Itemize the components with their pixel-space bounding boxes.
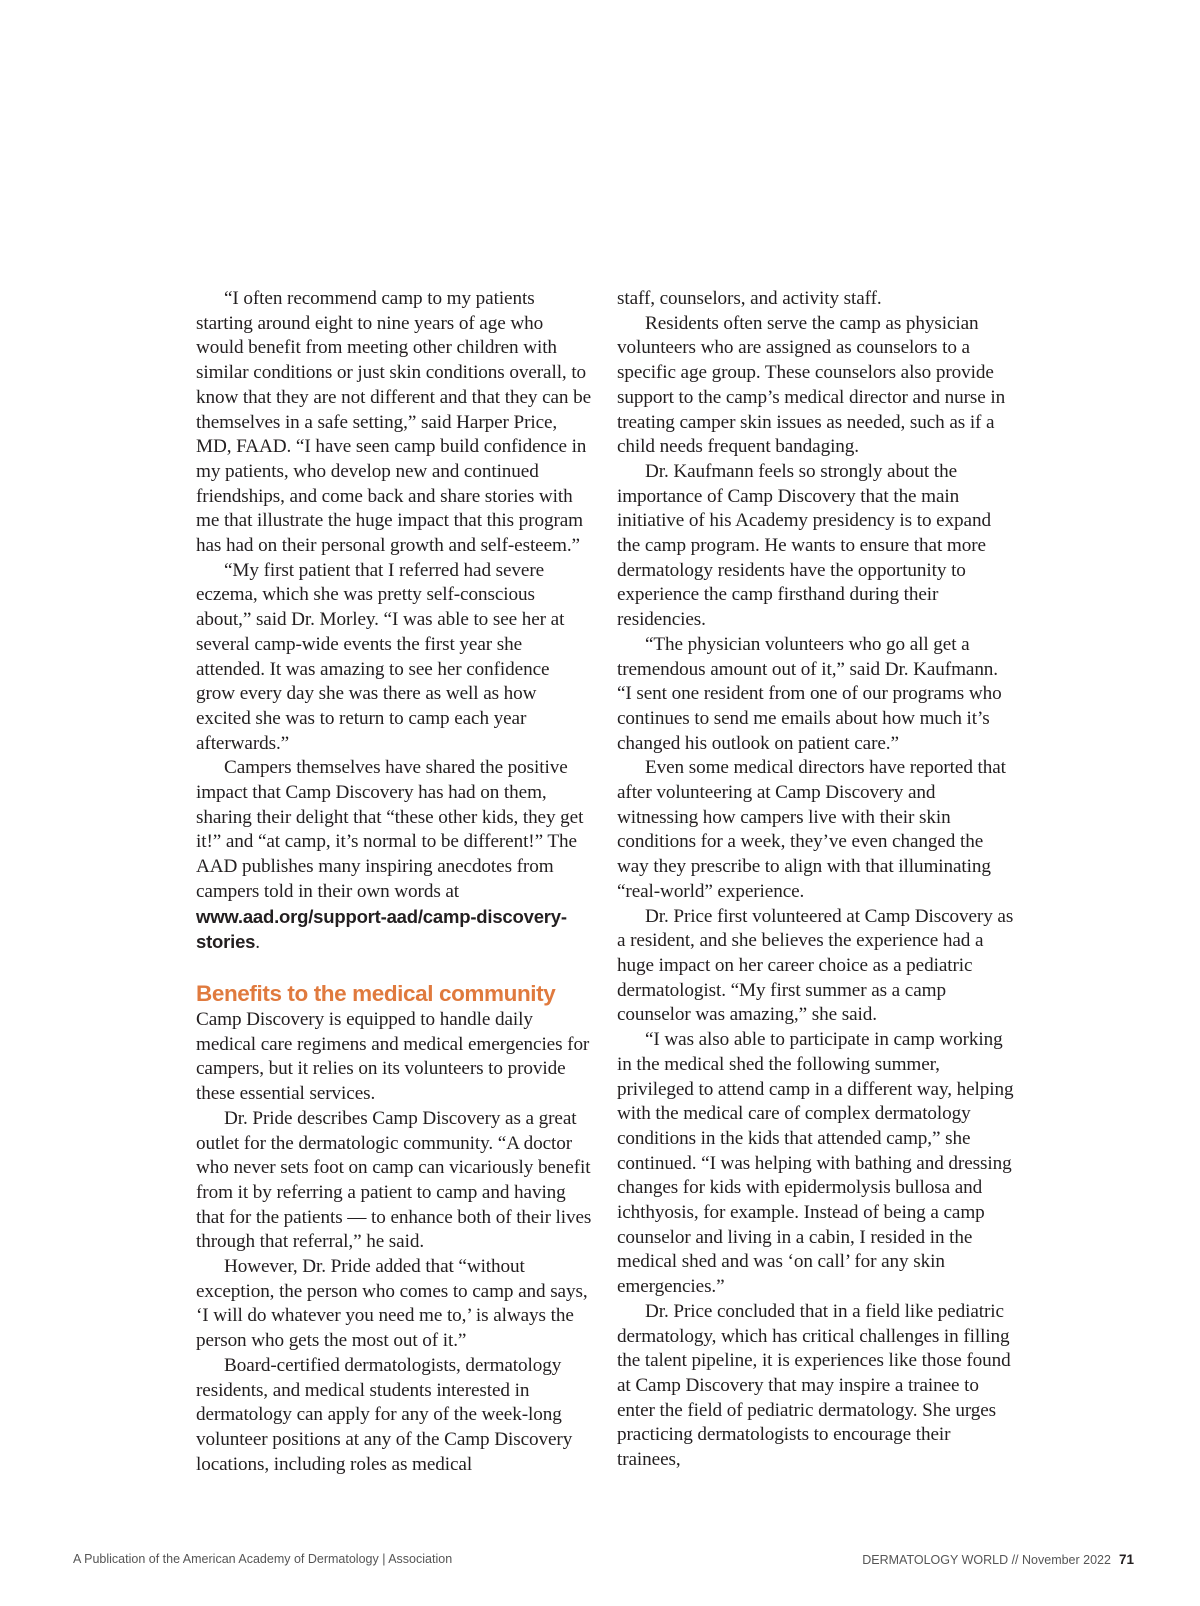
footer-publisher: A Publication of the American Academy of Dermatology | Association xyxy=(73,1552,453,1566)
footer-issue-info xyxy=(862,1552,1134,1567)
footer-separator: // xyxy=(1008,1553,1023,1567)
body-paragraph: “I was also able to participate in camp working in the medical shed the following summer, privileged to attend camp in a different way, helping with the medical care of complex dermatology conditions in the kids that attended camp,” she continued. “I was helping with bathing and dressing changes for kids with epidermolysis bullosa and ichthyosis, for example. Instead of being a camp counselor and living in a cabin, I resided in the medical shed and was ‘on call’ for any skin emergencies.” xyxy=(617,1029,1014,1298)
body-paragraph: Residents often serve the camp as physician volunteers who are assigned as counselors to a specific age group. These counselors also provide support to the camp’s medical director and nurse in treating camper skin issues as needed, such as if a child needs frequent bandaging. xyxy=(617,312,1006,458)
body-paragraph: Dr. Pride describes Camp Discovery as a great outlet for the dermatologic community. “A doctor who never sets foot on camp can vicariously benefit from it by referring a patient to camp and having that for the patients — to enhance both of their lives through that referral,” he said. xyxy=(196,1107,592,1253)
body-paragraph: Dr. Kaufmann feels so strongly about the importance of Camp Discovery that the main initiative of his Academy presidency is to expand the camp program. He wants to ensure that more dermatology residents have the opportunity to experience the camp firsthand during their residencies. xyxy=(617,460,991,631)
article-left-column xyxy=(196,287,592,1477)
body-paragraph: Dr. Price concluded that in a field like pediatric dermatology, which has critical challenges in filling the talent pipeline, it is experiences like those found at Camp Discovery that may inspire a trainee to enter the field of pediatric dermatology. She urges practicing dermatologists to encourage their trainees, xyxy=(617,1300,1011,1471)
body-paragraph: staff, counselors, and activity staff. xyxy=(617,288,882,309)
body-paragraph: “I often recommend camp to my patients starting around eight to nine years of age who would benefit from meeting other children with similar conditions or just skin conditions overall, to know that they are not different and that they can be themselves in a safe setting,” said Harper Price, MD, FAAD. “I have seen camp build confidence in my patients, who develop new and continued friendships, and come back and share stories with me that illustrate the huge impact that this program has had on their personal growth and self-esteem.” xyxy=(196,288,592,557)
page-number: 71 xyxy=(1118,1552,1134,1567)
camp-stories-link[interactable]: www.aad.org/support-aad/camp-discovery-stories xyxy=(196,905,567,953)
article-right-column xyxy=(617,287,1017,1473)
footer-magazine-name: DERMATOLOGY WORLD xyxy=(862,1553,1009,1567)
body-paragraph-end: . xyxy=(255,932,260,954)
body-paragraph-text: Campers themselves have shared the positive impact that Camp Discovery has had on them, sharing their delight that “these other kids, they get it!” and “at camp, it’s normal to be different!” The AAD publishes many inspiring anecdotes from campers told in their own words at xyxy=(196,757,584,902)
body-paragraph: Dr. Price first volunteered at Camp Discovery as a resident, and she believes the experience had a huge impact on her career choice as a pediatric dermatologist. “My first summer as a camp counselor was amazing,” she said. xyxy=(617,905,1014,1026)
body-paragraph: “The physician volunteers who go all get a tremendous amount out of it,” said Dr. Kaufmann. “I sent one resident from one of our programs who continues to send me emails about how much it’s changed his outlook on patient care.” xyxy=(617,633,1002,754)
section-heading: Benefits to the medical community xyxy=(196,980,556,1006)
body-paragraph: “My first patient that I referred had severe eczema, which she was pretty self-conscious about,” said Dr. Morley. “I was able to see her at several camp-wide events the first year she attended. It was amazing to see her confidence grow every day she was there as well as how excited she was to return to camp each year afterwards.” xyxy=(196,559,565,754)
body-paragraph xyxy=(196,756,592,956)
body-paragraph: Even some medical directors have reported that after volunteering at Camp Discovery and witnessing how campers live with their skin conditions for a week, they’ve even changed the way they prescribe to align with that illuminating “real-world” experience. xyxy=(617,757,1006,902)
body-paragraph: Board-certified dermatologists, dermatology residents, and medical students interested in dermatology can apply for any of the week-long volunteer positions at any of the Camp Discovery locations, including roles as medical xyxy=(196,1354,573,1475)
footer-issue-date: November 2022 xyxy=(1022,1553,1111,1567)
body-paragraph: Camp Discovery is equipped to handle daily medical care regimens and medical emergencies for campers, but it relies on its volunteers to provide these essential services. xyxy=(196,1008,590,1105)
body-paragraph: However, Dr. Pride added that “without exception, the person who comes to camp and says, ‘I will do whatever you need me to,’ is always the person who gets the most out of it.” xyxy=(196,1256,588,1352)
